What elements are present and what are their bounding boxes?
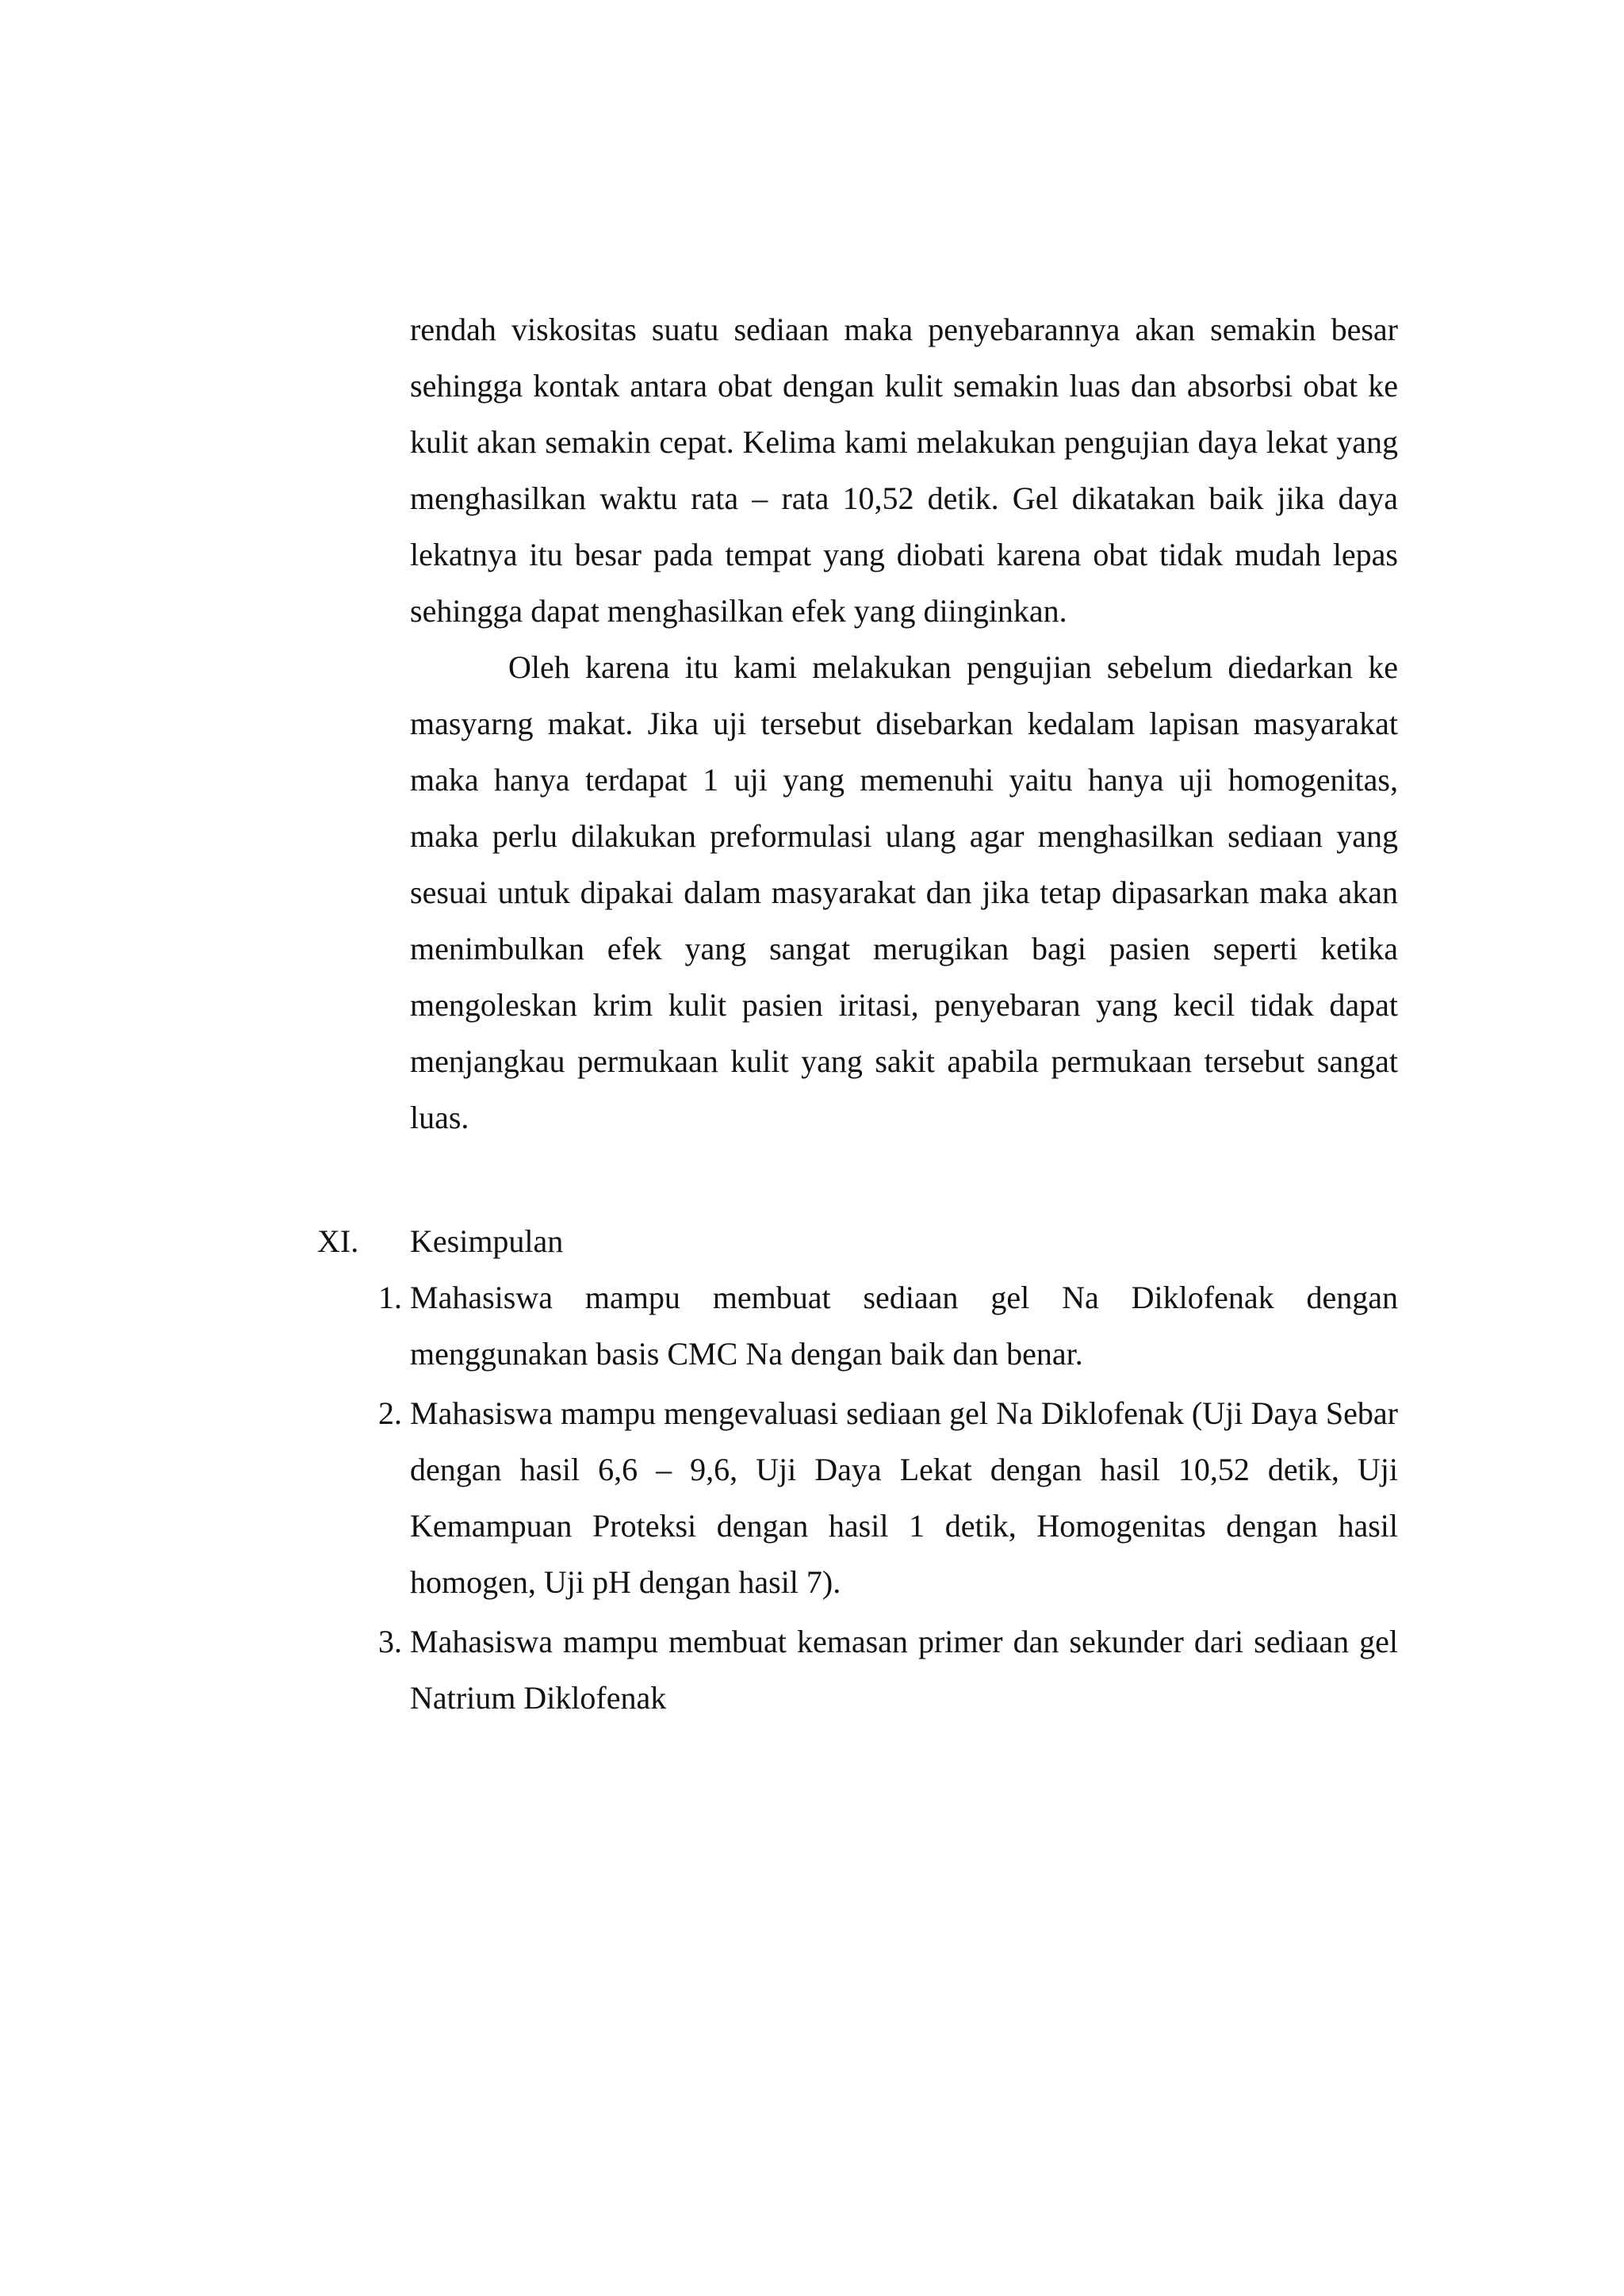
- list-item-text: Mahasiswa mampu mengevaluasi sediaan gel Na Diklofenak (Uji Daya Sebar dengan hasil 6,6 – 9,6, Uji Daya Lekat dengan hasil 10,52 detik, Uji Kemampuan Proteksi dengan hasil 1 detik, Homogenitas dengan hasil homogen, Uji pH dengan hasil 7).: [410, 1395, 1398, 1600]
- conclusion-list: [378, 1269, 1398, 1729]
- list-item-number: 2.: [378, 1395, 402, 1431]
- section-title: Kesimpulan: [410, 1223, 564, 1259]
- list-item-text: Mahasiswa mampu membuat kemasan primer dan sekunder dari sediaan gel Natrium Diklofenak: [410, 1624, 1398, 1716]
- list-item-number: 3.: [378, 1624, 402, 1659]
- body-text: [410, 301, 1398, 1146]
- list-item: [378, 1269, 1398, 1382]
- list-item-number: 1.: [378, 1280, 402, 1315]
- section-heading: [317, 1213, 1398, 1269]
- list-item-text: Mahasiswa mampu membuat sediaan gel Na Diklofenak dengan menggunakan basis CMC Na dengan baik dan benar.: [410, 1280, 1398, 1372]
- paragraph-testing-before-distribution: Oleh karena itu kami melakukan pengujian sebelum diedarkan ke masyarng makat. Jika uji tersebut disebarkan kedalam lapisan masyarakat maka hanya terdapat 1 uji yang memenuhi yaitu hanya uji homogenitas, maka perlu dilakukan preformulasi ulang agar menghasilkan sediaan yang sesuai untuk dipakai dalam masyarakat dan jika tetap dipasarkan maka akan menimbulkan efek yang sangat merugikan bagi pasien seperti ketika mengoleskan krim kulit pasien iritasi, penyebaran yang kecil tidak dapat menjangkau permukaan kulit yang sakit apabila permukaan tersebut sangat luas.: [410, 649, 1398, 1135]
- list-item: [378, 1613, 1398, 1726]
- paragraph-viscosity-adhesion: rendah viskositas suatu sediaan maka penyebarannya akan semakin besar sehingga kontak antara obat dengan kulit semakin luas dan absorbsi obat ke kulit akan semakin cepat. Kelima kami melakukan pengujian daya lekat yang menghasilkan waktu rata – rata 10,52 detik. Gel dikatakan baik jika daya lekatnya itu besar pada tempat yang diobati karena obat tidak mudah lepas sehingga dapat menghasilkan efek yang diinginkan.: [410, 312, 1398, 629]
- list-item: [378, 1385, 1398, 1610]
- section-number: XI.: [317, 1223, 359, 1259]
